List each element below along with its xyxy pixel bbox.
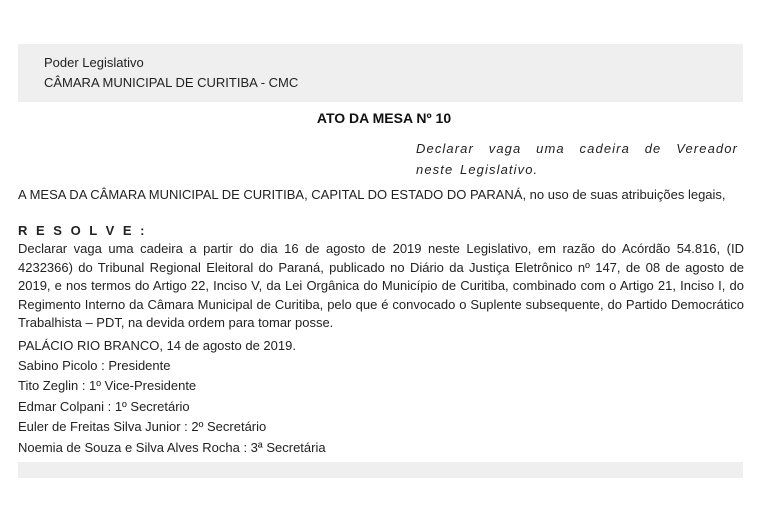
signatory-first-secretary: Edmar Colpani : 1º Secretário — [18, 399, 190, 414]
document-title: ATO DA MESA Nº 10 — [316, 110, 452, 126]
document-header — [18, 44, 743, 102]
signatory-second-secretary: Euler de Freitas Silva Junior : 2º Secretário — [18, 419, 267, 434]
place-date: PALÁCIO RIO BRANCO, 14 de agosto de 2019. — [18, 338, 296, 353]
header-org-line2: CÂMARA MUNICIPAL DE CURITIBA - CMC — [44, 75, 299, 90]
document-body: Declarar vaga uma cadeira a partir do dia 16 de agosto de 2019 neste Legislativo, em razão do Acórdão 54.816, (ID 4232366) do Tribunal Regional Eleitoral do Paraná, publicado no Diário da Justiça Eletrônico nº 147, de 08 de agosto de 2019, e nos termos do Artigo 22, Inciso V, da Lei Orgânica do Município de Curitiba, combinado com o Artigo 21, Inciso I, do Regimento Interno da Câmara Municipal de Curitiba, pelo que é convocado o Suplente subsequente, do Partido Democrático Trabalhista – PDT, na devida ordem para tomar posse. — [18, 241, 744, 330]
signatory-third-secretary: Noemia de Souza e Silva Alves Rocha : 3ª Secretária — [18, 440, 326, 455]
document-preamble: A MESA DA CÂMARA MUNICIPAL DE CURITIBA, CAPITAL DO ESTADO DO PARANÁ, no uso de suas atribuições legais, — [18, 187, 726, 202]
signatory-president: Sabino Picolo : Presidente — [18, 358, 171, 373]
header-org-line1: Poder Legislativo — [44, 55, 144, 70]
document-ementa: Declarar vaga uma cadeira de Vereador neste Legislativo. — [416, 141, 738, 177]
resolve-heading: R E S O L V E : — [18, 223, 148, 238]
signatory-first-vice-president: Tito Zeglin : 1º Vice-Presidente — [18, 378, 197, 393]
document-footer-band — [18, 462, 743, 478]
